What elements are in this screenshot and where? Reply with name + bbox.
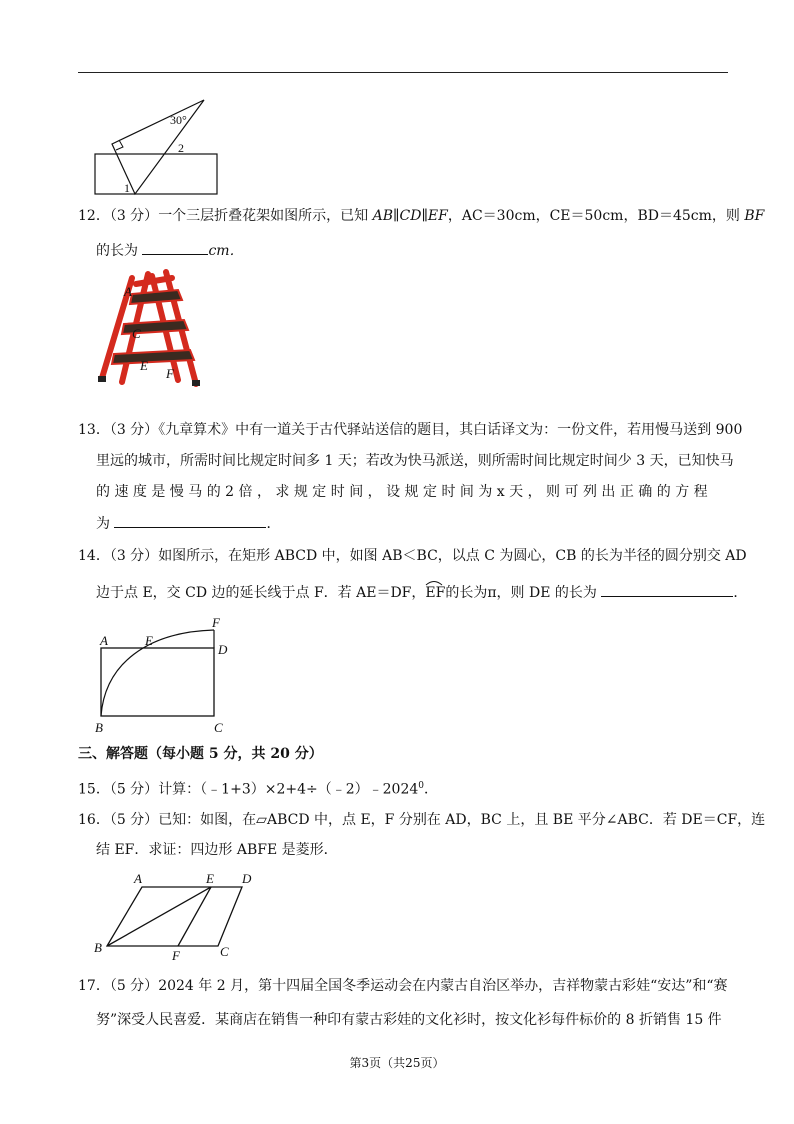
q14-text2b: 的长为π，则 DE 的长为 <box>445 585 602 601</box>
ladder-label-e: E <box>140 358 148 373</box>
ladder-label-a: A <box>124 284 132 299</box>
q12-line1 <box>78 206 764 226</box>
ladder-foot <box>192 380 200 386</box>
header-rule <box>78 72 728 73</box>
rectangle-abcd <box>101 648 214 716</box>
q13-line3: 的 速 度 是 慢 马 的 2 倍 ， 求 规 定 时 间 ， 设 规 定 时 间 为 x 天 ， 则 可 列 出 正 确 的 方 程 <box>96 484 708 500</box>
q13-number: 13． <box>78 422 110 438</box>
fig14-label-e: E <box>145 633 153 648</box>
fig14-label-b: B <box>95 720 103 735</box>
q13-text1: 《九章算术》中有一道关于古代驿站送信的题目，其白话译文为：一份文件，若用慢马送到 900 <box>158 422 743 438</box>
q15-line <box>78 776 438 800</box>
q14-score: （3 分） <box>109 548 159 564</box>
q16-line1 <box>78 810 765 830</box>
q14-text2-end: ． <box>733 585 748 601</box>
ladder-label-f: F <box>166 366 174 381</box>
parallelogram-abcd <box>107 887 242 946</box>
q17-text1: 2024 年 2 月，第十四届全国冬季运动会在内蒙古自治区举办，吉祥物蒙古彩娃“安达”和“赛 <box>158 978 728 994</box>
q15-exponent: 0 <box>418 781 425 791</box>
q13-line4-pre: 为 <box>96 516 115 532</box>
fig16-label-c: C <box>220 944 229 959</box>
q14-text2a: 边于点 E，交 CD 边的延长线于点 F．若 AE＝DF， <box>96 585 426 601</box>
q12-score: （3 分） <box>109 208 159 224</box>
angle-1-label: 1 <box>124 181 130 195</box>
q12-relation: AB∥CD∥EF <box>372 208 448 224</box>
q17-line2: 努”深受人民喜爱．某商店在销售一种印有蒙古彩娃的文化衫时，按文化衫每件标价的 8 折销售 15 件 <box>96 1012 722 1028</box>
q16-text1: 已知：如图，在▱ABCD 中，点 E，F 分别在 AD，BC 上，且 BE 平分∠ABC．若 DE＝CF，连 <box>158 812 766 828</box>
fig14-label-f: F <box>212 615 220 630</box>
arc-mark-icon <box>425 580 443 586</box>
q15-end: ． <box>424 781 439 798</box>
q12-text2: ，AC＝30cm，CE＝50cm，BD＝45cm，则 <box>447 208 745 224</box>
q13-answer-blank[interactable] <box>114 513 266 528</box>
q13-line1 <box>78 420 742 440</box>
q17-line1 <box>78 976 728 996</box>
fig14-label-d: D <box>218 642 228 657</box>
q12-line2 <box>96 240 244 261</box>
q15-text: 计算：（﹣1+3）×2+4÷（﹣2）﹣2024 <box>158 781 419 798</box>
q12-bf: BF <box>744 208 765 224</box>
page-footer: 第3页（共25页） <box>349 1056 445 1070</box>
angle-2-label: 2 <box>178 141 184 155</box>
segment-be <box>107 887 211 946</box>
fig14-label-c: C <box>214 720 223 735</box>
q12-answer-blank[interactable] <box>142 240 208 255</box>
ladder-foot <box>98 376 106 382</box>
q17-score: （5 分） <box>109 978 159 994</box>
q14-figure <box>92 614 242 738</box>
fig16-label-e: E <box>206 871 214 886</box>
ladder-figure <box>92 266 212 390</box>
q16-figure <box>90 868 262 962</box>
q16-score: （5 分） <box>109 812 159 828</box>
q14-line1 <box>78 546 747 566</box>
arc-bf <box>101 630 214 716</box>
fig16-label-b: B <box>94 940 102 955</box>
q12-number: 12． <box>78 208 110 224</box>
q16-number: 16． <box>78 812 110 828</box>
triangle <box>112 100 204 194</box>
q15-score: （5 分） <box>109 781 159 798</box>
q13-line2: 里远的城市，所需时间比规定时间多 1 天；若改为快马派送，则所需时间比规定时间少 3 天，已知快马 <box>96 453 734 469</box>
section3-heading: 三、解答题（每小题 5 分，共 20 分） <box>78 746 323 762</box>
q14-arc-label: EF <box>425 585 446 601</box>
fig16-label-f: F <box>172 948 180 962</box>
q13-line4 <box>96 513 280 534</box>
angle-30-label: 30° <box>170 113 187 127</box>
q13-score: （3 分） <box>109 422 159 438</box>
fig16-label-d: D <box>242 871 252 886</box>
shelf-bottom <box>112 350 194 364</box>
q14-line2 <box>96 582 747 603</box>
q17-number: 17． <box>78 978 110 994</box>
fig16-label-a: A <box>134 871 142 886</box>
q12-text1: 一个三层折叠花架如图所示，已知 <box>158 208 369 224</box>
q14-number: 14． <box>78 548 110 564</box>
q11-figure <box>90 96 220 200</box>
q12-line2-pre: 的长为 <box>96 243 143 259</box>
q14-text1: 如图所示，在矩形 ABCD 中，如图 AB＜BC，以点 C 为圆心，CB 的长为半径的圆分别交 AD <box>158 548 747 564</box>
q14-arc-ef <box>425 585 445 601</box>
q13-line4-end: ． <box>266 516 281 532</box>
ruler-rect <box>95 154 217 194</box>
fig14-label-a: A <box>100 633 108 648</box>
q15-number: 15． <box>78 781 110 798</box>
ladder-label-c: C <box>132 326 141 341</box>
q14-answer-blank[interactable] <box>601 582 733 597</box>
q16-line2: 结 EF．求证：四边形 ABFE 是菱形． <box>96 842 338 858</box>
q12-unit: cm． <box>208 243 244 259</box>
